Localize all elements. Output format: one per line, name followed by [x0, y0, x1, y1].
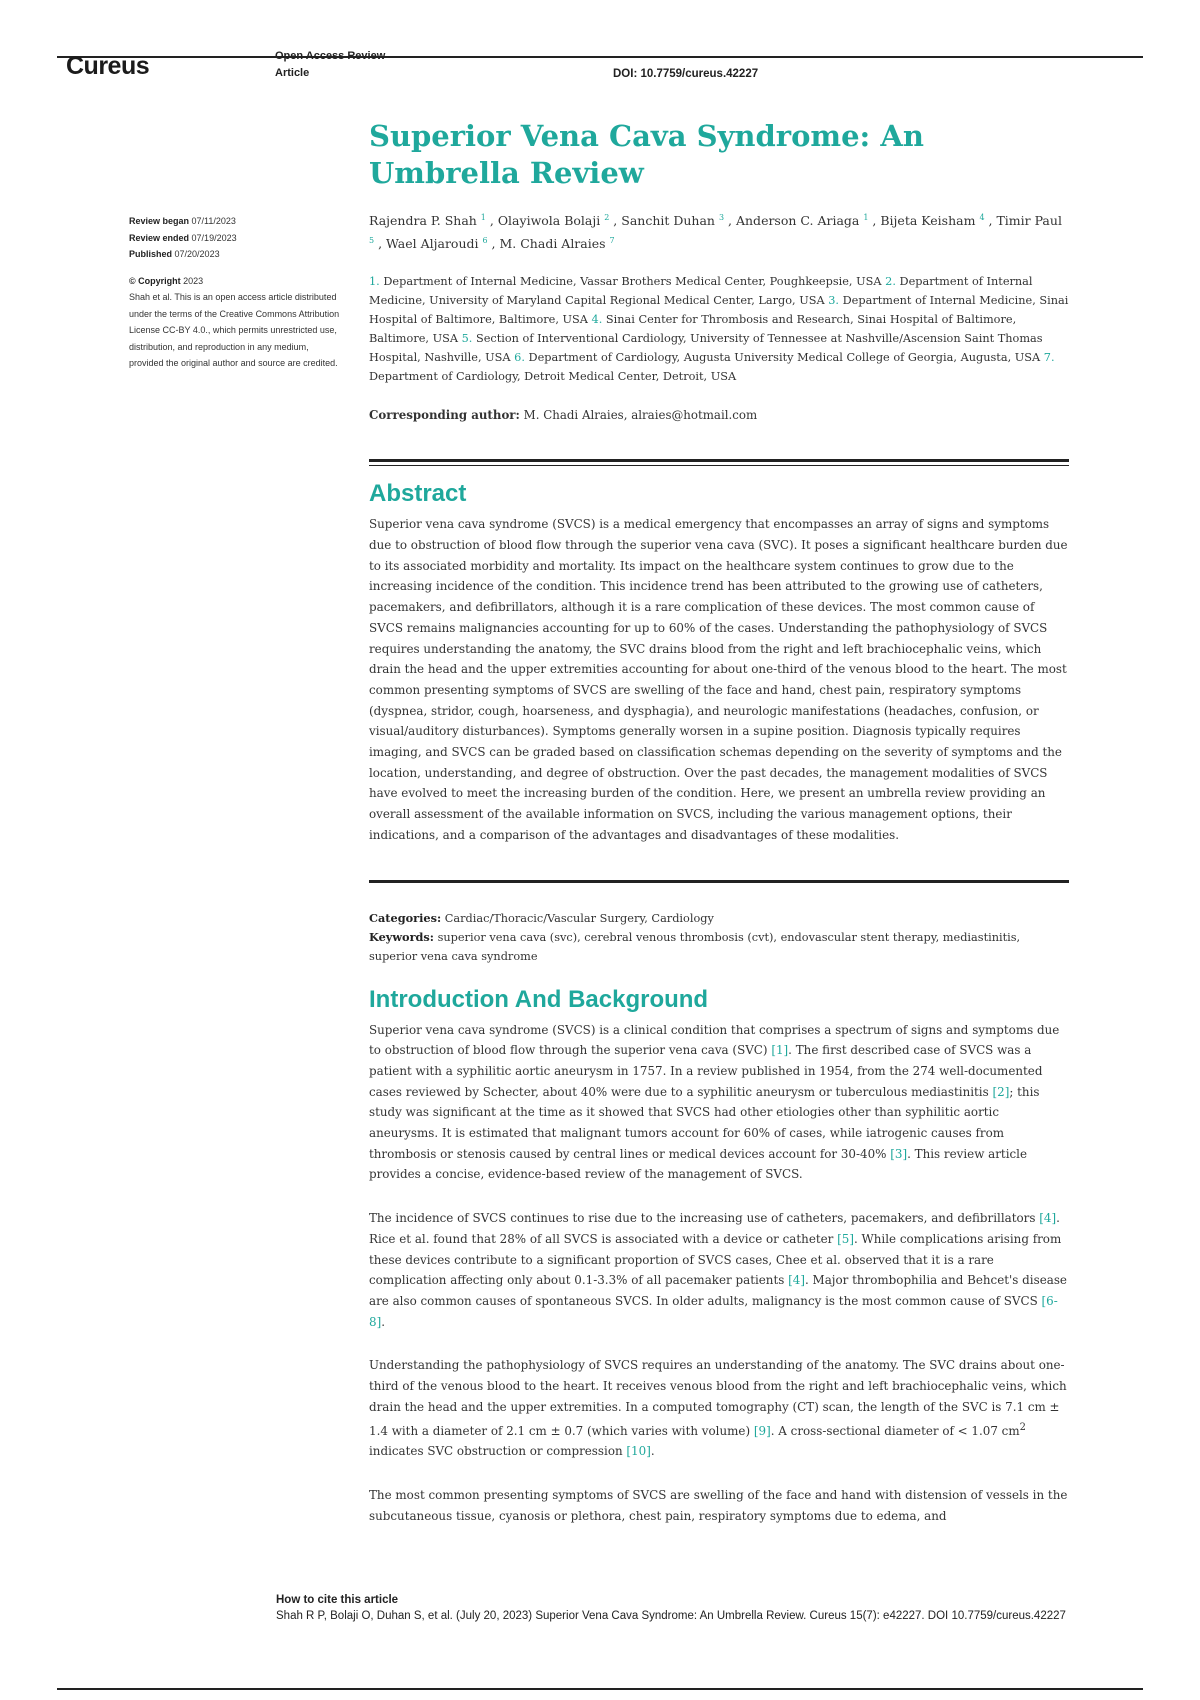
cite-text: Shah R P, Bolaji O, Duhan S, et al. (July 20, 2023) Superior Vena Cava Syndrome: An Umbrella Review. Cureus 15(7): e42227. DOI 10.7759/cureus.42227 — [276, 1610, 1066, 1622]
affiliation-text: Department of Cardiology, Detroit Medical Center, Detroit, USA — [369, 370, 737, 384]
author-affiliation-number[interactable]: 1 — [480, 213, 486, 222]
intro-paragraph-1: Superior vena cava syndrome (SVCS) is a clinical condition that comprises a spectrum of signs and symptoms due to obstruction of blood flow through the superior vena cava (SVC) [1]. The first described case of SVCS was a patient with a syphilitic aortic aneurysm in 1757. In a review published in 1954, from the 274 well-documented cases reviewed by Schecter, about 40% were due to a syphilitic aneurysm or tuberculous mediastinitis [2]; this study was significant at the time as it showed that SVCS had other etiologies other than syphilitic aortic aneurysms. It is estimated that malignant tumors account for 60% of cases, while iatrogenic causes from thrombosis or stenosis caused by central lines or medical devices account for 30-40% [3]. This review article provides a concise, evidence-based review of the management of SVCS. — [369, 1022, 1060, 1182]
abstract-top-rule — [369, 459, 1069, 466]
affiliation-text: Department of Internal Medicine, Sinai Hospital of Baltimore, Baltimore, USA — [369, 294, 1069, 327]
author-affiliation-number[interactable]: 5 — [369, 236, 375, 246]
citation-link[interactable]: [4] — [788, 1273, 805, 1288]
intro-paragraph-4: The most common presenting symptoms of SVCS are swelling of the face and hand with distension of vessels in the subcutaneous tissue, cyanosis or plethora, chest pain, respiratory symptoms due to edema, and — [369, 1487, 1068, 1523]
article-type-line2: Article — [275, 67, 310, 79]
affiliation-text: Department of Cardiology, Augusta University Medical College of Georgia, Augusta, USA — [528, 351, 1044, 365]
journal-logo[interactable]: Cureus — [66, 52, 150, 80]
citation-link[interactable]: [2] — [992, 1084, 1010, 1099]
author-affiliation-number[interactable]: 3 — [718, 213, 725, 222]
citation-link[interactable]: [4] — [1039, 1211, 1057, 1226]
intro-paragraph-2: The incidence of SVCS continues to rise due to the increasing use of catheters, pacemakers, and defibrillators [4]. Rice et al. found that 28% of all SVCS is associated with a device or catheter [5]. While complications arising from these devices contribute to a significant proportion of SVCS cases, Chee et al. observed that it is a rare complication affecting only about 0.1-3.3% of all pacemaker patients [4]. Major thrombophilia and Behcet's disease are also common causes of spontaneous SVCS. In older adults, malignancy is the most common cause of SVCS [6-8]. — [369, 1211, 1067, 1329]
corresponding-author-contact[interactable]: M. Chadi Alraies, alraies@hotmail.com — [523, 408, 758, 423]
abstract-section — [369, 480, 1069, 845]
article-type — [275, 48, 385, 82]
affiliation-number: 6. — [514, 351, 529, 365]
intro-paragraph-3: Understanding the pathophysiology of SVCS requires an understanding of the anatomy. The SVC drains about one-third of the venous blood to the heart. It receives venous blood from the right and left brachiocephalic veins, which drain the head and the upper extremities. In a computed tomography (CT) scan, the length of the SVC is 7.1 cm ± 1.4 with a diameter of 2.1 cm ± 0.7 (which varies with volume) [9]. A cross-sectional diameter of < 1.07 $cm^2$ indicates SVC obstruction or compression [10]. — [369, 1358, 1067, 1459]
citation-link[interactable]: [1] — [771, 1043, 789, 1058]
author-affiliation-number[interactable]: 6 — [482, 236, 488, 246]
header-rule — [57, 56, 1143, 58]
affiliation-text: Sinai Center for Thrombosis and Research, Sinai Hospital of Baltimore, Baltimore, USA — [369, 313, 1017, 346]
affiliation-list — [369, 272, 1069, 386]
affiliation-text: Department of Internal Medicine, University of Maryland Capital Regional Medical Center, Largo, USA — [369, 275, 1033, 308]
categories: Categories: Cardiac/Thoracic/Vascular Surgery, Cardiology — [369, 910, 714, 925]
author-affiliation-number[interactable]: 1 — [863, 213, 869, 222]
affiliation-number: 5. — [461, 332, 476, 346]
abstract-bottom-rule — [369, 880, 1069, 883]
paper-title: Superior Vena Cava Syndrome: An Umbrella Review — [369, 119, 924, 190]
copyright-block: © Copyright 2023 Shah et al. This is an open access article distributed under the terms of the Creative Commons Attribution License CC-BY 4.0., which permits unrestricted use, distribution, and reproduction in any medium, provided the original author and source are credited. — [129, 273, 344, 372]
how-to-cite — [276, 1592, 1096, 1624]
affiliation-number: 3. — [828, 294, 843, 308]
abstract-text: Superior vena cava syndrome (SVCS) is a medical emergency that encompasses an array of signs and symptoms due to obstruction of blood flow through the superior vena cava (SVC). It poses a significant healthcare burden due to its associated morbidity and mortality. Its impact on the healthcare system continues to grow due to the increasing incidence of the condition. This incidence trend has been attributed to the growing use of catheters, pacemakers, and defibrillators, although it is a rare complication of these devices. The most common cause of SVCS remains malignancies accounting for up to 60% of the cases. Understanding the pathophysiology of SVCS requires understanding the anatomy, the SVC drains blood from the right and left brachiocephalic veins, which drain the head and the upper extremities accounting for about one-third of the venous blood to the heart. The most common presenting symptoms of SVCS are swelling of the face and hand, chest pain, respiratory symptoms (dyspnea, stridor, cough, hoarseness, and dysphagia), and neurologic manifestations (headaches, confusion, or visual/auditory disturbances). Symptoms generally worsen in a supine position. Diagnosis typically requires imaging, and SVCS can be graded based on classification schemas depending on the severity of symptoms and the location, understanding, and degree of obstruction. Over the past decades, the management modalities of SVCS have evolved to meet the increasing burden of the condition. Here, we present an umbrella review providing an overall assessment of the available information on SVCS, including the various management options, their indications, and a comparison of the advantages and disadvantages of these modalities. — [369, 517, 1068, 842]
abstract-heading: Abstract — [369, 480, 467, 508]
affiliation-number: 2. — [885, 275, 900, 289]
article-history-sidebar — [129, 213, 344, 372]
footer-rule — [57, 1688, 1143, 1690]
author-name: Timir Paul $^5$ — [369, 213, 1062, 246]
published-date: Published 07/20/2023 — [129, 249, 220, 259]
corresponding-author: Corresponding author: M. Chadi Alraies, alraies@hotmail.com — [369, 408, 758, 423]
author-name: Sanchit Duhan $^3$ — [621, 213, 725, 229]
author-name: Wael Aljaroudi $^6$ — [386, 236, 488, 252]
author-name: Olayiwola Bolaji $^2$ — [497, 213, 610, 229]
review-began: Review began 07/11/2023 — [129, 216, 236, 226]
author-name: Rajendra P. Shah $^1$ — [369, 213, 486, 229]
citation-link[interactable]: [6-8] — [369, 1294, 1058, 1329]
citation-link[interactable]: [5] — [837, 1231, 854, 1246]
author-list: Rajendra P. Shah $^1$ , Olayiwola Bolaji $^2$ , Sanchit Duhan $^3$ , Anderson C. Ariaga $^1$ , Bijeta Keisham $^4$ , Timir Paul $^5$ , Wael Aljaroudi $^6$ , M. Chadi Alraies $^7$ — [369, 213, 1062, 252]
citation-link[interactable]: [3] — [890, 1146, 908, 1161]
author-affiliation-number[interactable]: 4 — [979, 213, 985, 222]
doi-label[interactable]: DOI: 10.7759/cureus.42227 — [613, 68, 759, 80]
article-main — [369, 110, 1069, 1526]
author-name: M. Chadi Alraies $^7$ — [499, 236, 615, 252]
license-text: Shah et al. This is an open access article distributed under the terms of the Creative Commons Attribution License CC-BY 4.0., which permits unrestricted use, distribution, and reproduction in any medium, provided the original author and source are credited. — [129, 292, 340, 368]
author-affiliation-number[interactable]: 7 — [609, 236, 615, 246]
citation-link[interactable]: [9] — [753, 1423, 771, 1438]
cite-heading: How to cite this article — [276, 1594, 399, 1606]
citation-link[interactable]: [10] — [626, 1444, 651, 1459]
keywords: Keywords: superior vena cava (svc), cerebral venous thrombosis (cvt), endovascular stent therapy, mediastinitis, superior vena cava syndrome — [369, 929, 1021, 963]
author-name: Anderson C. Ariaga $^1$ — [735, 213, 869, 229]
superscript: 2 — [1019, 1421, 1026, 1433]
affiliation-number: 1. — [369, 275, 384, 289]
introduction-section — [369, 986, 1069, 1527]
affiliation-text: Department of Internal Medicine, Vassar Brothers Medical Center, Poughkeepsie, USA — [383, 275, 886, 289]
categories-keywords — [369, 909, 1069, 966]
introduction-heading: Introduction And Background — [369, 985, 709, 1013]
affiliation-number: 7. — [1043, 351, 1055, 365]
review-ended: Review ended 07/19/2023 — [129, 232, 237, 243]
author-affiliation-number[interactable]: 2 — [604, 213, 610, 222]
affiliation-text: Section of Interventional Cardiology, University of Tennessee at Nashville/Ascension Saint Thomas Hospital, Nashville, USA — [369, 332, 1043, 365]
article-type-line1: Open Access Review — [275, 50, 386, 62]
affiliation-number: 4. — [591, 313, 606, 327]
author-name: Bijeta Keisham $^4$ — [880, 213, 985, 229]
